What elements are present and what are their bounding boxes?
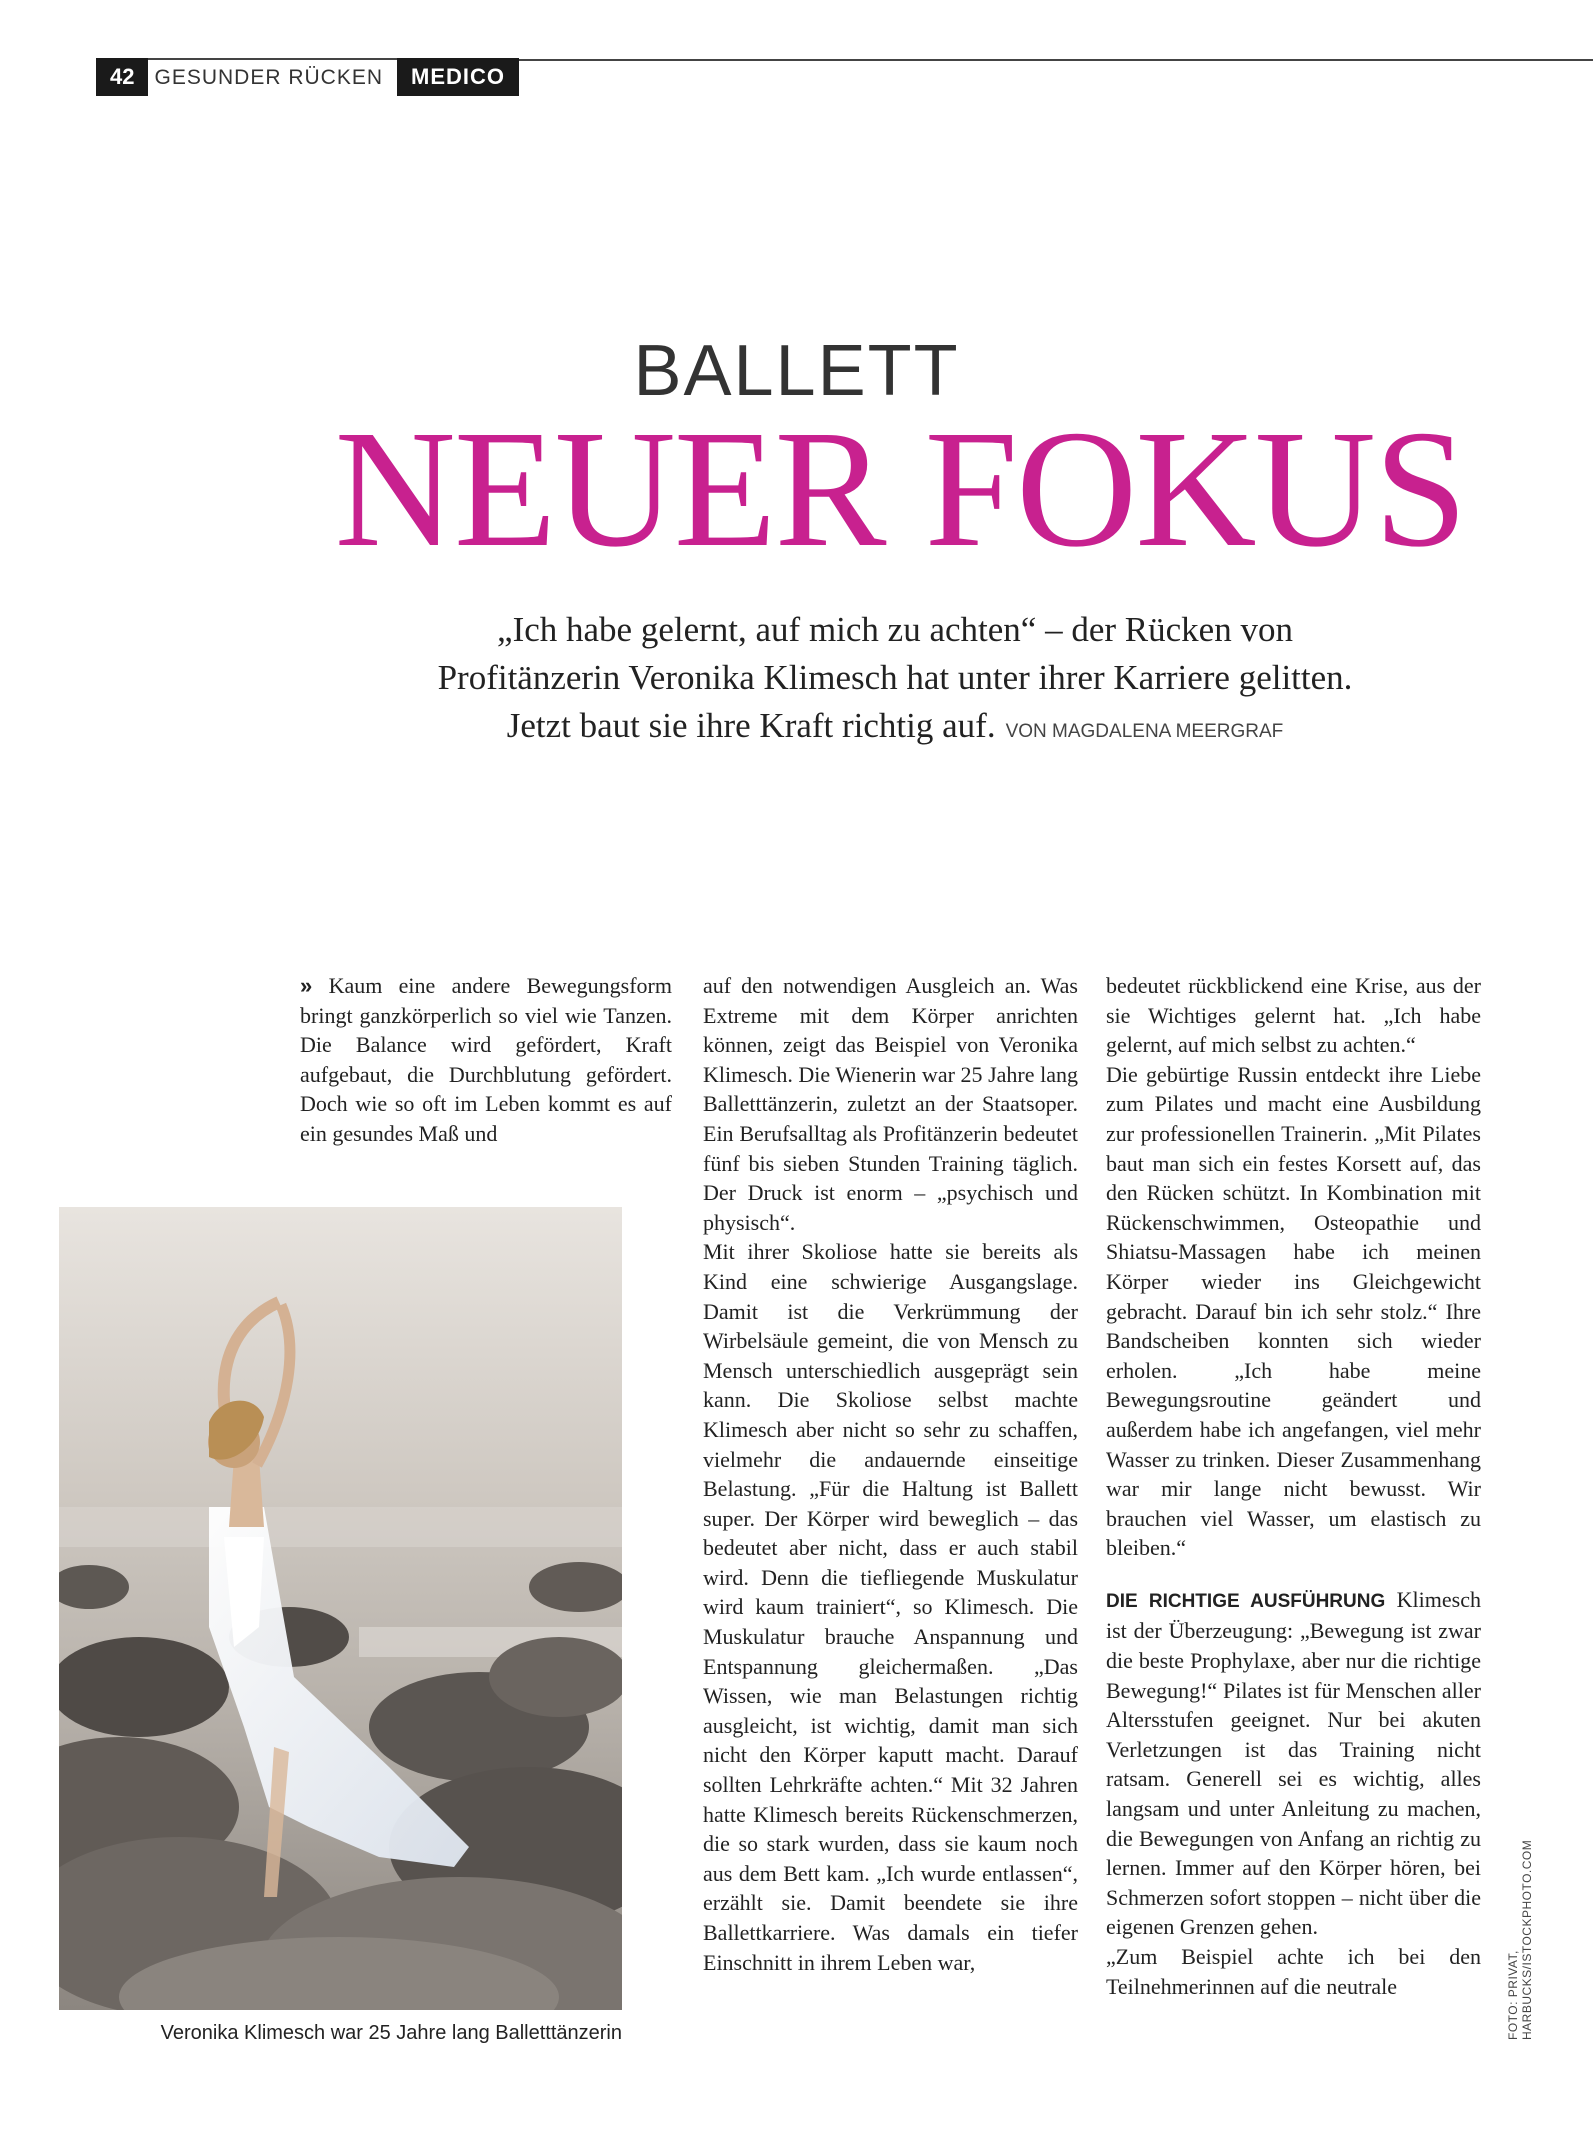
lead-mark: » [300,973,313,998]
photo-caption: Veronika Klimesch war 25 Jahre lang Balletttänzerin [160,2022,622,2044]
ballerina-photo [59,1207,622,2010]
brand-label: MEDICO [397,58,519,96]
article-headline: NEUER FOKUS [334,396,1466,582]
running-header [96,58,519,96]
body-paragraph: auf den notwendigen Ausgleich an. Was Extreme mit dem Körper anrichten können, zeigt das Beispiel von Veronika Klimesch. Die Wienerin war 25 Jahre lang Balletttänzerin, zuletzt an der Staatsoper. Ein Berufsalltag als Profitänzerin bedeutet fünf bis sieben Stunden Training täglich. Der Druck ist enorm – „psychisch und physisch“. [703,973,1078,1235]
section-label: GESUNDER RÜCKEN [148,58,397,96]
lead-text: Kaum eine andere Bewegungsform bringt ganzkörperlich so viel wie Tanzen. Die Balance wird gefördert, Kraft aufgebaut, die Durchblutung gefördert. Doch wie so oft im Leben kommt es auf ein gesundes Maß und [300,973,672,1146]
standfirst-line-text: Jetzt baut sie ihre Kraft richtig auf. [506,706,996,745]
body-paragraph: Die gebürtige Russin entdeckt ihre Liebe zum Pilates und macht eine Ausbildung zur professionellen Trainerin. „Mit Pilates baut man sich ein festes Korsett auf, das den Rücken schützt. In Kombination mit Rückenschwimmen, Osteopathie und Shiatsu-Massagen habe ich meinen Körper wieder ins Gleichgewicht gebracht. Darauf bin ich sehr stolz.“ Ihre Bandscheiben konnten sich wieder erholen. „Ich habe meine Bewegungsroutine geändert und außerdem habe ich angefangen, viel mehr Wasser zu trinken. Dieser Zusammenhang war mir lange nicht bewusst. Wir brauchen viel Wasser, um elastisch zu bleiben.“ [1106,1061,1481,1561]
standfirst-line: „Ich habe gelernt, auf mich zu achten“ – der Rücken von [497,610,1293,649]
subheading-text: Klimesch ist der Überzeugung: „Bewegung ist zwar die beste Prophylaxe, aber nur die richtige Bewegung!“ Pilates ist für Menschen aller Altersstufen geeignet. Nur bei akuten Verletzungen ist das Training nicht ratsam. Generell sei es wichtig, alles langsam und unter Anleitung zu machen, die Bewegungen von Anfang an richtig zu lernen. Immer auf den Körper hören, bei Schmerzen sofort stoppen – nicht über die eigenen Grenzen gehen. [1106,1586,1481,1940]
body-column-2 [703,971,1078,1977]
standfirst [330,606,1460,756]
byline: VON MAGDALENA MEERGRAF [1005,721,1284,742]
article-kicker: BALLETT [633,331,960,411]
body-paragraph: Mit ihrer Skoliose hatte sie bereits als Kind eine schwierige Ausgangslage. Damit ist die Verkrümmung der Wirbelsäule gemeint, die von Mensch zu Mensch unterschiedlich ausgeprägt sein kann. Die Skoliose selbst machte Klimesch aber nicht so sehr zu schaffen, vielmehr die andauernde einseitige Belastung. „Für die Haltung ist Ballett super. Der Körper wird beweglich – das bedeutet aber nicht, dass er auch stabil wird. Denn die tiefliegende Muskulatur wird kaum trainiert“, so Klimesch. Die Muskulatur brauche Anspannung und Entspannung gleichermaßen. „Das Wissen, wie man Belastungen richtig ausgleicht, ist wichtig, damit man sich nicht den Körper kaputt macht. Darauf sollten Lehrkräfte achten.“ Mit 32 Jahren hatte Klimesch bereits Rückenschmerzen, die so stark wurden, dass sie kaum noch aus dem Bett kam. „Ich wurde entlassen“, erzählt sie. Damit beendete sie ihre Ballettkarriere. Was damals ein tiefer Einschnitt in ihrem Leben war, [703,1239,1078,1975]
lead-paragraph [300,971,672,1149]
body-paragraph [1106,1585,1481,1942]
page-number: 42 [96,58,148,96]
body-paragraph: bedeutet rückblickend eine Krise, aus der sie Wichtiges gelernt hat. „Ich habe gelernt, auf mich selbst zu achten.“ [1106,973,1481,1058]
body-paragraph: „Zum Beispiel achte ich bei den Teilnehmerinnen auf die neutrale [1106,1944,1481,1999]
ballerina-photo-image [59,1207,622,2010]
body-column-1 [300,971,672,1149]
standfirst-line: Profitänzerin Veronika Klimesch hat unter ihrer Karriere gelitten. [437,658,1353,697]
body-column-3 [1106,971,1481,2001]
standfirst-line [330,702,1460,756]
paragraph-gap [1106,1563,1481,1585]
photo-credit: FOTO: PRIVAT, HARBUCKS/ISTOCKPHOTO.COM [1506,1839,1534,2040]
subheading: DIE RICHTIGE AUSFÜHRUNG [1106,1590,1386,1612]
